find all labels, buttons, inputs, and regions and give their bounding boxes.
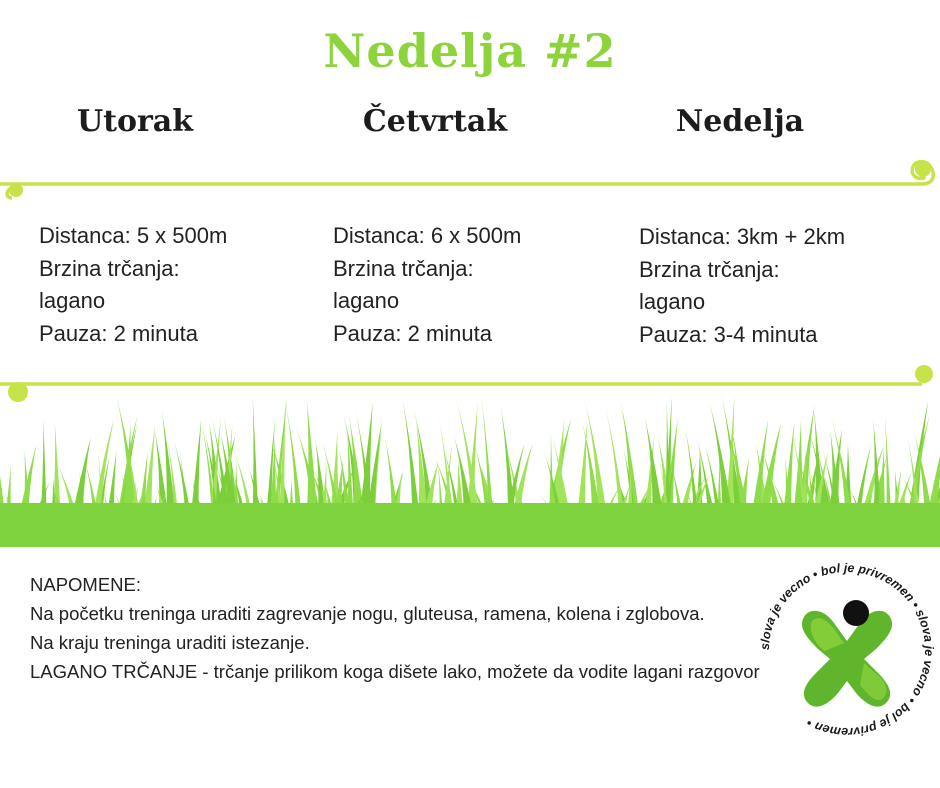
day-heading-nedelja: Nedelja [675, 104, 805, 139]
notes-line: Na kraju treninga uraditi istezanje. [30, 632, 310, 653]
notes-line: Na početku treninga uraditi zagrevanje nogu, gluteusa, ramena, kolena i zglobova. [30, 603, 705, 624]
speed-label: Brzina trčanja: [39, 255, 180, 281]
pause-text: Pauza: 2 minuta [39, 320, 198, 346]
divider-start-dot [9, 183, 23, 197]
distance-text: Distanca: 6 x 500m [333, 223, 522, 248]
logo-head-icon [843, 600, 869, 626]
divider-end-dot [915, 365, 933, 383]
notes-section [30, 570, 760, 686]
notes-heading: NAPOMENE: [30, 574, 142, 595]
speed-value: lagano [39, 288, 106, 313]
brand-logo [752, 555, 940, 745]
divider-end-dot [915, 161, 931, 177]
speed-value: lagano [639, 289, 706, 314]
speed-label: Brzina trčanja: [333, 255, 474, 281]
top-divider [0, 150, 940, 200]
day-details-utorak [39, 220, 309, 350]
day-details-nedelja [639, 221, 919, 351]
page-title: Nedelja #2 [323, 24, 617, 78]
speed-value: lagano [333, 288, 400, 313]
day-heading-utorak: Utorak [76, 104, 194, 139]
pause-text: Pauza: 2 minuta [333, 320, 492, 346]
speed-label: Brzina trčanja: [639, 256, 780, 282]
day-heading-cetvrtak: Četvrtak [362, 104, 508, 139]
day-details-cetvrtak [333, 220, 603, 350]
pause-text: Pauza: 3-4 minuta [639, 321, 818, 347]
logo-ring-text: slova je vecno • bol je privremen • slova je vecno • bol je privremen • [757, 560, 937, 740]
logo-x-figure-icon [802, 600, 892, 707]
notes-line: LAGANO TRČANJE - trčanje prilikom koga dišete lako, možete da vodite lagani razgovor [30, 661, 760, 682]
distance-text: Distanca: 3km + 2km [639, 224, 846, 249]
grass-illustration [0, 385, 940, 547]
distance-text: Distanca: 5 x 500m [39, 223, 228, 248]
